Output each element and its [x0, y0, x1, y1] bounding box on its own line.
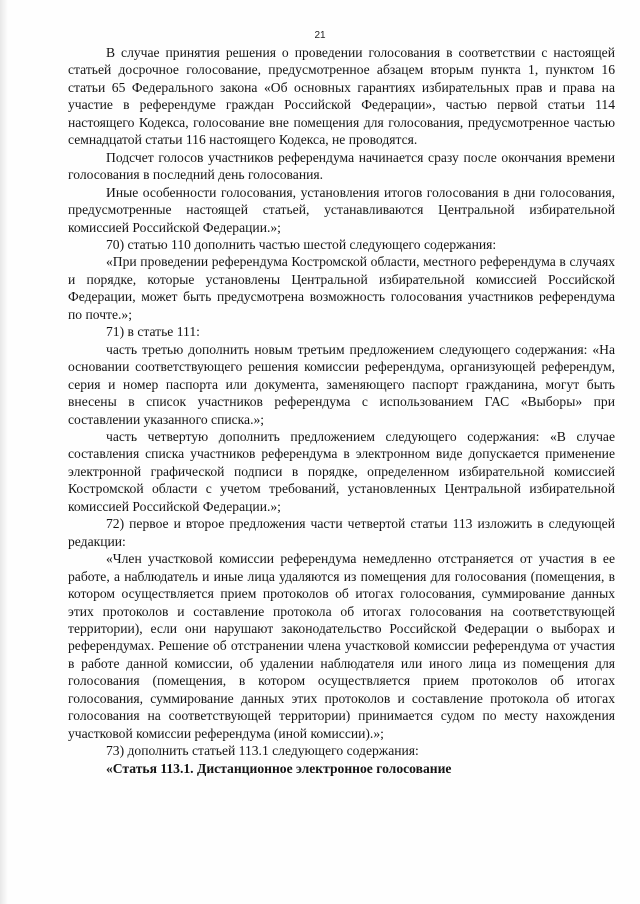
- paragraph-item-73: 73) дополнить статьей 113.1 следующего содержания:: [106, 743, 419, 759]
- article-heading: «Статья 113.1. Дистанционное электронное голосование: [106, 760, 452, 776]
- page-number: 21: [314, 30, 326, 41]
- paragraph-item-70: 70) статью 110 дополнить частью шестой следующего содержания:: [106, 236, 497, 252]
- paragraph-early-voting: В случае принятия решения о проведении голосования в соответствии с настоящей статьей досрочное голосование, предусмотренное абзацем вторым пункта 1, пунктом 16 статьи 65 Федерального закона «Об основных гарантиях избирательных прав и права на участие в референдуме граждан Российской Федерации», частью первой статьи 114 настоящего Кодекса, голосование вне помещения для голосования, предусмотренное частью семнадцатой статьи 116 настоящего Кодекса, не проводятся.: [68, 45, 615, 148]
- scan-edge-shadow: [0, 0, 8, 904]
- paragraph-postal-voting: «При проведении референдума Костромской области, местного референдума в случаях и порядке, которые установлены Центральной избирательной комиссией Российской Федерации, может быть предусмотрена возможность голосования участников референдума по почте.»;: [68, 254, 615, 322]
- document-body: [68, 44, 615, 777]
- paragraph-item-71: 71) в статье 111:: [106, 324, 200, 340]
- paragraph-item-72: 72) первое и второе предложения части четвертой статьи 113 изложить в следующей редакции:: [68, 516, 615, 549]
- paragraph-part-four: часть четвертую дополнить предложением следующего содержания: «В случае составления списка участников референдума в электронном виде допускается применение электронной графической подписи в порядке, определенном избирательной комиссией Костромской области с учетом требований, установленных Центральной избирательной комиссией Российской Федерации.»;: [68, 428, 615, 514]
- paragraph-other-features: Иные особенности голосования, установления итогов голосования в дни голосования, предусмотренные настоящей статьей, устанавливаются Центральной избирательной комиссией Российской Федерации.»;: [68, 184, 615, 235]
- paragraph-commission-member: «Член участковой комиссии референдума немедленно отстраняется от участия в ее работе, а наблюдатель и иные лица удаляются из помещения для голосования (помещения, в котором осуществляется прием протоколов об итогах голосования, суммирование данных этих протоколов и составление протокола об итогах голосования на соответствующей территории), если они нарушают законодательство Российской Федерации о выборах и референдумах. Решение об отстранении члена участковой комиссии референдума от участия в работе данной комиссии, об удалении наблюдателя или иного лица из помещения для голосования (помещения, в котором осуществляется прием протоколов об итогах голосования, суммирование данных этих протоколов и составление протокола об итогах голосования на соответствующей территории) принимается судом по месту нахождения участковой комиссии референдума (иной комиссии).»;: [68, 551, 615, 741]
- paragraph-part-three: часть третью дополнить новым третьим предложением следующего содержания: «На основании соответствующего решения комиссии референдума, организующей референдум, серия и номер паспорта или документа, заменяющего паспорт гражданина, могут быть внесены в список участников референдума с использованием ГАС «Выборы» при составлении указанного списка.»;: [68, 341, 615, 427]
- paragraph-vote-count: Подсчет голосов участников референдума начинается сразу после окончания времени голосования в последний день голосования.: [68, 149, 615, 183]
